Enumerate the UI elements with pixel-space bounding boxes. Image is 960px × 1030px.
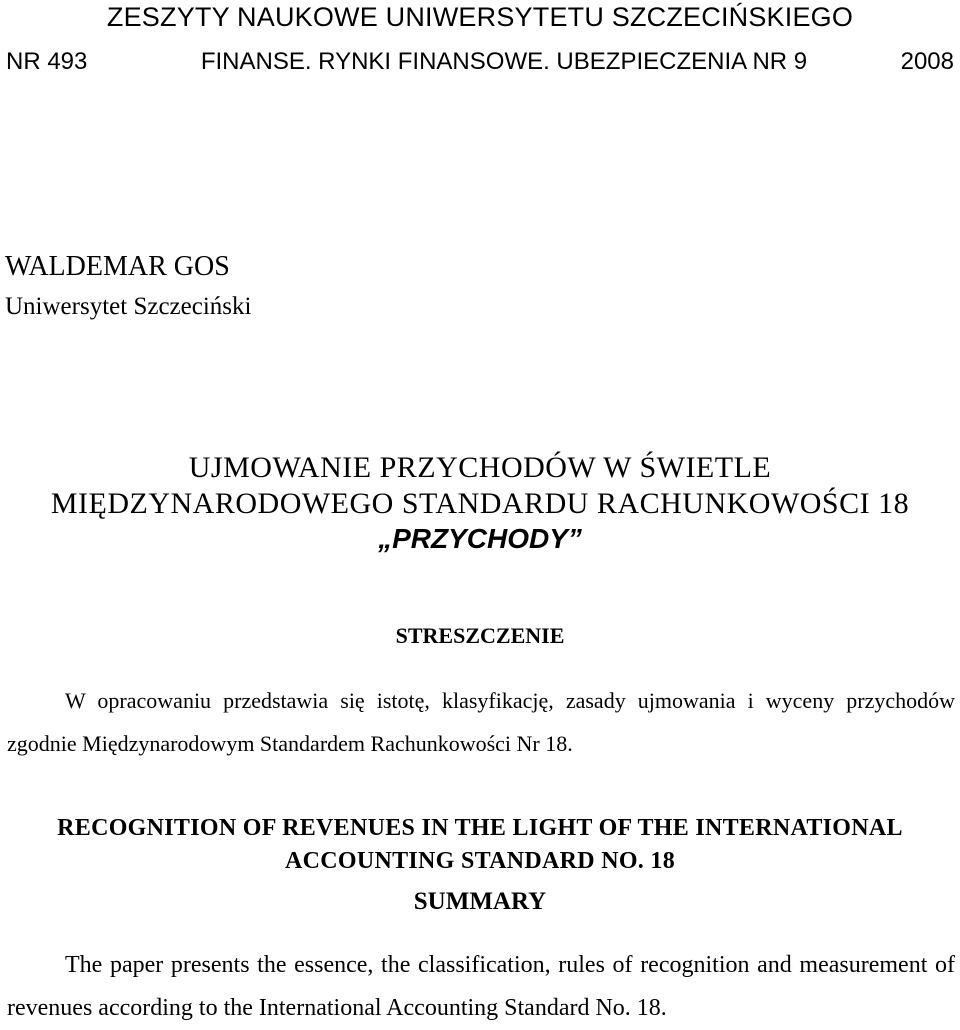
article-title-line-1: UJMOWANIE PRZYCHODÓW W ŚWIETLE bbox=[188, 451, 772, 484]
summary-pl-text: W opracowaniu przedstawia się istotę, klasyfikację, zasady ujmowania i wyceny przychodów zgodnie Międzynarodowym Standardem Rachunkowości Nr 18. bbox=[7, 688, 955, 756]
english-title-line-2: ACCOUNTING STANDARD NO. 18 bbox=[284, 848, 676, 874]
article-title-line-3: „PRZYCHODY” bbox=[378, 523, 582, 554]
journal-series: FINANSE. RYNKI FINANSOWE. UBEZPIECZENIA NR 9 bbox=[200, 48, 808, 75]
english-title bbox=[0, 812, 960, 878]
journal-issue-line bbox=[6, 50, 954, 74]
journal-year: 2008 bbox=[900, 48, 954, 75]
author-affiliation: Uniwersytet Szczeciński bbox=[5, 293, 252, 320]
journal-number: NR 493 bbox=[6, 48, 88, 75]
article-title bbox=[0, 450, 960, 556]
article-title-line-2: MIĘDZYNARODOWEGO STANDARDU RACHUNKOWOŚCI 18 bbox=[50, 487, 910, 520]
summary-en-text: The paper presents the essence, the classification, rules of recognition and measurement of revenues according to the International Accounting Standard No. 18. bbox=[7, 952, 955, 1021]
author-name: WALDEMAR GOS bbox=[5, 251, 230, 282]
summary-en-heading: SUMMARY bbox=[413, 888, 547, 915]
summary-pl-heading: STRESZCZENIE bbox=[395, 623, 565, 648]
journal-title: ZESZYTY NAUKOWE UNIWERSYTETU SZCZECIŃSKIEGO bbox=[106, 2, 854, 32]
english-title-line-1: RECOGNITION OF REVENUES IN THE LIGHT OF THE INTERNATIONAL bbox=[57, 815, 903, 841]
